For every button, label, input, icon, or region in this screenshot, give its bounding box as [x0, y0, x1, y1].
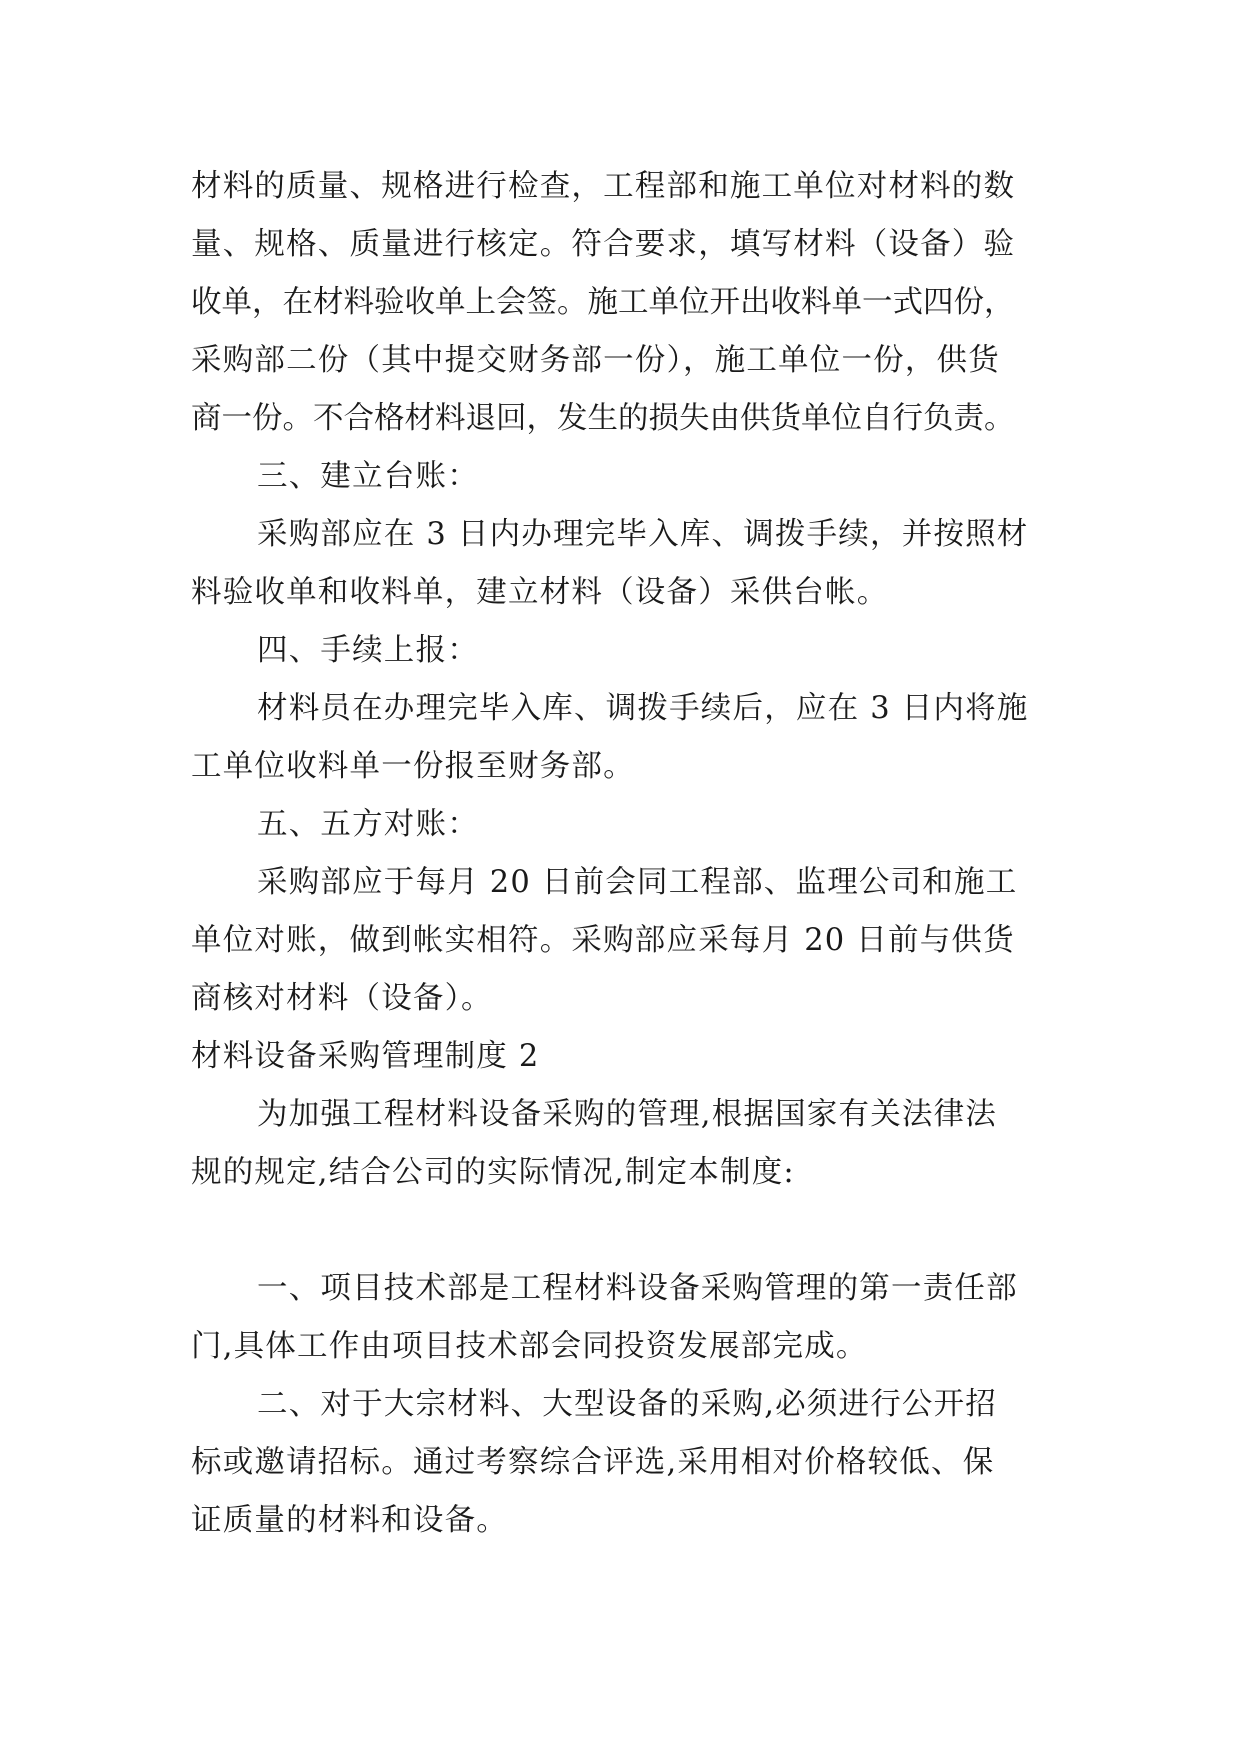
paragraph-line: 标或邀请招标。通过考察综合评选,采用相对价格较低、保	[191, 1445, 995, 1480]
paragraph-line: 收单，在材料验收单上会签。施工单位开出收料单一式四份，	[191, 285, 1015, 320]
paragraph-line: 商一份。不合格材料退回，发生的损失由供货单位自行负责。	[191, 401, 1015, 436]
section-heading: 四、手续上报：	[257, 633, 479, 668]
paragraph-line: 规的规定,结合公司的实际情况,制定本制度:	[191, 1155, 795, 1190]
paragraph-line: 采购部应于每月 20 日前会同工程部、监理公司和施工	[257, 865, 1018, 900]
paragraph-line: 单位对账，做到帐实相符。采购部应采每月 20 日前与供货	[191, 923, 1015, 958]
paragraph-line: 商核对材料（设备）。	[191, 981, 493, 1016]
paragraph-line: 证质量的材料和设备。	[191, 1503, 508, 1538]
section-heading: 五、五方对账：	[257, 807, 479, 842]
paragraph-line: 采购部应在 3 日内办理完毕入库、调拨手续，并按照材	[257, 517, 1029, 552]
paragraph-line: 量、规格、质量进行核定。符合要求，填写材料（设备）验	[191, 227, 1016, 262]
paragraph-line: 料验收单和收料单，建立材料（设备）采供台帐。	[191, 575, 889, 610]
document-body	[191, 158, 1051, 1550]
paragraph-line: 门,具体工作由项目技术部会同投资发展部完成。	[191, 1329, 868, 1364]
paragraph-line: 二、对于大宗材料、大型设备的采购,必须进行公开招	[257, 1387, 997, 1422]
paragraph-line: 工单位收料单一份报至财务部。	[191, 749, 635, 784]
section-heading: 三、建立台账：	[257, 459, 479, 494]
paragraph-line: 材料员在办理完毕入库、调拨手续后，应在 3 日内将施	[257, 691, 1029, 726]
paragraph-line: 采购部二份（其中提交财务部一份），施工单位一份，供货	[191, 343, 1000, 378]
document-title: 材料设备采购管理制度 2	[191, 1039, 540, 1074]
paragraph-line: 为加强工程材料设备采购的管理,根据国家有关法律法	[257, 1097, 997, 1132]
blank-line	[191, 1202, 1051, 1260]
paragraph-line: 材料的质量、规格进行检查，工程部和施工单位对材料的数	[191, 169, 1016, 204]
paragraph-line: 一、项目技术部是工程材料设备采购管理的第一责任部	[257, 1271, 1018, 1306]
